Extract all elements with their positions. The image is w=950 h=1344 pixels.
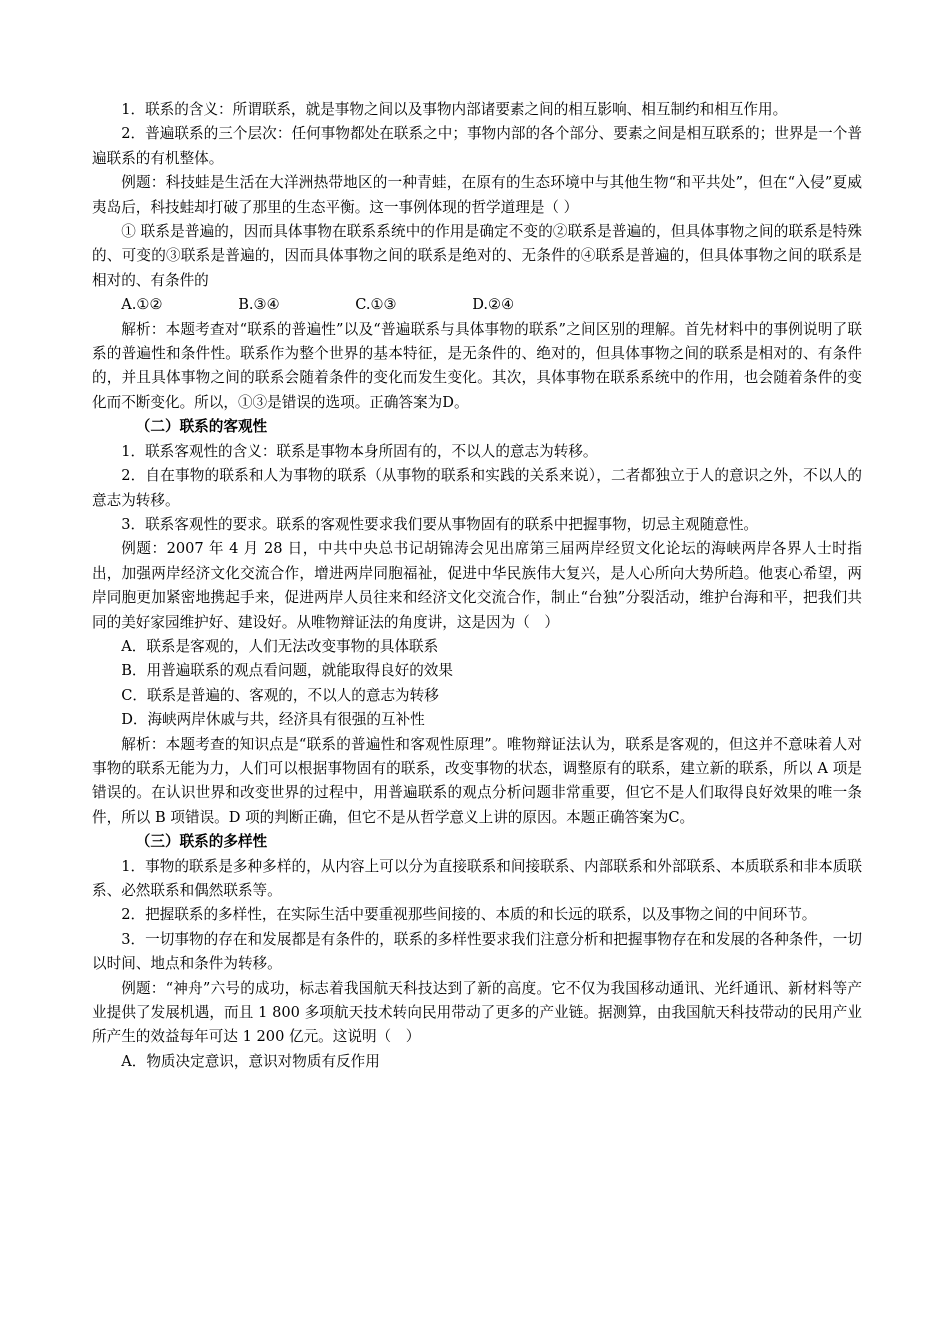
option-d: D．海峡两岸休戚与共，经济具有很强的互补性 (121, 711, 425, 729)
objectivity-definition: 1．联系客观性的含义：联系是事物本身所固有的，不以人的意志为转移。 (121, 442, 598, 460)
levels-paragraph: 2．普遍联系的三个层次：任何事物都处在联系之中；事物内部的各个部分、要素之间是相互联系的；世界是一个普遍联系的有机整体。 (92, 125, 862, 167)
option-a: A．物质决定意识，意识对物质有反作用 (121, 1052, 380, 1070)
choice-d: D.②④ (472, 296, 515, 314)
example-question: 例题：“神舟”六号的成功，标志着我国航天科技达到了新的高度。它不仅为我国移动通讯、光纤通讯、新材料等产业提供了发展机遇，而且 1 800 多项航天技术转向民用带动了更多的产业链。据测算，由我国航天科技带动的民用产业所产生的效益每年可达 1 200 亿元。这说明（ ） (92, 979, 862, 1046)
choice-c: C.①③ (355, 296, 397, 314)
diversity-conditions: 3．一切事物的存在和发展都是有条件的，联系的多样性要求我们注意分析和把握事物存在和发展的各种条件，一切以时间、地点和条件为转移。 (92, 930, 862, 973)
document-page (92, 98, 862, 1074)
section-heading-diversity: （三）联系的多样性 (135, 833, 268, 851)
analysis-paragraph: 解析：本题考查的知识点是“联系的普遍性和客观性原理”。唯物辩证法认为，联系是客观的，但这并不意味着人对事物的联系无能为力，人们可以根据事物固有的联系，改变事物的状态，调整原有的联系，建立新的联系，所以 A 项是错误的。在认识世界和改变世界的过程中，用普遍联系的观点分析问题非常重要，但它不是人们取得良好效果的唯一条件，所以 B 项错误。D 项的判断正确，但它不是从哲学意义上讲的原因。本题正确答案为C。 (92, 735, 862, 826)
analysis-paragraph: 解析：本题考查对“联系的普遍性”以及“普遍联系与具体事物的联系”之间区别的理解。首先材料中的事例说明了联系的普遍性和条件性。联系作为整个世界的基本特征，是无条件的、绝对的，但具体事物之间的联系是相对的、有条件的，并且具体事物之间的联系会随着条件的变化而发生变化。其次，具体事物在联系系统中的作用，也会随着条件的变化而不断变化。所以，①③是错误的选项。正确答案为D。 (92, 320, 862, 411)
option-c: C．联系是普遍的、客观的，不以人的意志为转移 (121, 686, 439, 704)
diversity-practice: 2．把握联系的多样性，在实际生活中要重视那些间接的、本质的和长远的联系，以及事物之间的中间环节。 (121, 906, 817, 924)
option-b: B．用普遍联系的观点看问题，就能取得良好的效果 (121, 662, 453, 680)
objectivity-natural-artificial: 2．自在事物的联系和人为事物的联系（从事物的联系和实践的关系来说），二者都独立于人的意识之外，不以人的意志为转移。 (92, 467, 862, 509)
statements-paragraph: ① 联系是普遍的，因而具体事物在联系系统中的作用是确定不变的②联系是普遍的，但具体事物之间的联系是特殊的、可变的③联系是普遍的，因而具体事物之间的联系是绝对的、无条件的④联系是普遍的，但具体事物之间的联系是相对的、有条件的 (92, 223, 862, 289)
choice-a: A.①② (121, 296, 163, 314)
choice-b: B.③④ (238, 296, 280, 314)
diversity-types: 1．事物的联系是多种多样的，从内容上可以分为直接联系和间接联系、内部联系和外部联系、本质联系和非本质联系、必然联系和偶然联系等。 (92, 857, 862, 899)
answer-choices (92, 293, 862, 317)
definition-paragraph: 1．联系的含义：所谓联系，就是事物之间以及事物内部诸要素之间的相互影响、相互制约和相互作用。 (121, 101, 788, 118)
objectivity-requirement: 3．联系客观性的要求。联系的客观性要求我们要从事物固有的联系中把握事物，切忌主观随意性。 (121, 515, 759, 533)
option-a: A．联系是客观的，人们无法改变事物的具体联系 (121, 637, 439, 655)
section-heading-objectivity: （二）联系的客观性 (135, 418, 268, 436)
example-question: 例题：科技蛙是生活在大洋洲热带地区的一种青蛙，在原有的生态环境中与其他生物“和平共处”，但在“入侵”夏威夷岛后，科技蛙却打破了那里的生态平衡。这一事例体现的哲学道理是（ ） (92, 174, 862, 216)
example-question: 例题：2007 年 4 月 28 日，中共中央总书记胡锦涛会见出席第三届两岸经贸文化论坛的海峡两岸各界人士时指出，加强两岸经济文化交流合作，增进两岸同胞福祉，促进中华民族伟大复兴，是人心所向大势所趋。他衷心希望，两岸同胞更加紧密地携起手来，促进两岸人员往来和经济文化交流合作，制止“台独”分裂活动，维护台海和平，把我们共同的美好家园维护好、建设好。从唯物辩证法的角度讲，这是因为（ ） (92, 540, 862, 631)
